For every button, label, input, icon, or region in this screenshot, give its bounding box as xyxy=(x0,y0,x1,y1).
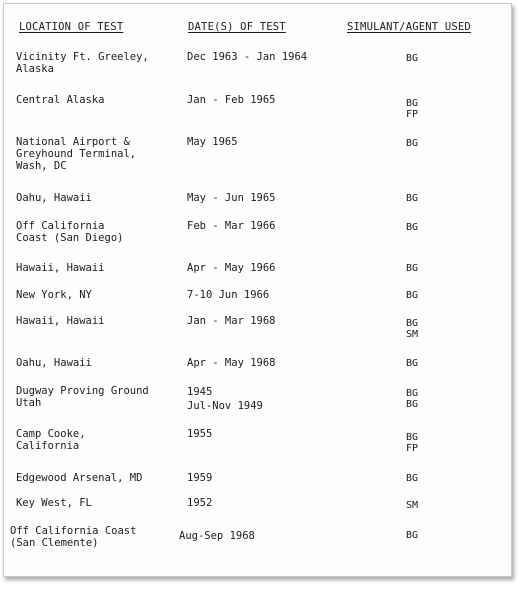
agent-cell: BG xyxy=(405,53,419,64)
dates-column-header: DATE(S) OF TEST xyxy=(188,21,286,33)
agent-column-header: SIMULANT/AGENT USED xyxy=(347,21,471,33)
agent-cell: SM xyxy=(405,500,419,511)
agent-cell: BG BG xyxy=(405,388,419,410)
agent-cell: BG xyxy=(405,358,419,369)
location-cell: Dugway Proving Ground Utah xyxy=(16,385,149,409)
location-column-header: LOCATION OF TEST xyxy=(19,21,124,33)
dates-cell: 1959 xyxy=(187,472,213,484)
location-cell: Edgewood Arsenal, MD xyxy=(16,472,143,484)
dates-cell: 1945 Jul-Nov 1949 xyxy=(187,386,263,412)
dates-cell: Apr - May 1966 xyxy=(187,262,276,274)
agent-cell: BG xyxy=(405,222,419,233)
agent-cell: BG xyxy=(405,193,419,204)
agent-cell: BG FP xyxy=(405,98,419,120)
document-page xyxy=(3,3,512,577)
location-cell: Oahu, Hawaii xyxy=(16,192,92,204)
dates-cell: Aug-Sep 1968 xyxy=(179,530,255,542)
dates-cell: 1952 xyxy=(187,497,213,509)
location-cell: Vicinity Ft. Greeley, Alaska xyxy=(16,51,149,75)
location-cell: Off California Coast (San Diego) xyxy=(16,220,124,244)
agent-cell: BG xyxy=(405,263,419,274)
agent-cell: BG xyxy=(405,530,419,541)
location-cell: Central Alaska xyxy=(16,94,105,106)
location-cell: Hawaii, Hawaii xyxy=(16,262,105,274)
dates-cell: Jan - Feb 1965 xyxy=(187,94,276,106)
location-cell: National Airport & Greyhound Terminal, Wash, DC xyxy=(16,136,137,172)
dates-cell: Jan - Mar 1968 xyxy=(187,315,276,327)
location-cell: Hawaii, Hawaii xyxy=(16,315,105,327)
agent-cell: BG xyxy=(405,138,419,149)
agent-cell: BG SM xyxy=(405,318,419,340)
dates-cell: 1955 xyxy=(187,428,213,440)
location-cell: Off California Coast (San Clemente) xyxy=(10,525,137,549)
dates-cell: May - Jun 1965 xyxy=(187,192,276,204)
dates-cell: May 1965 xyxy=(187,136,238,148)
agent-cell: BG xyxy=(405,290,419,301)
agent-cell: BG FP xyxy=(405,432,419,454)
dates-cell: Apr - May 1968 xyxy=(187,357,276,369)
dates-cell: Dec 1963 - Jan 1964 xyxy=(187,51,308,63)
location-cell: Key West, FL xyxy=(16,497,92,509)
dates-cell: Feb - Mar 1966 xyxy=(187,220,276,232)
agent-cell: BG xyxy=(405,473,419,484)
location-cell: Oahu, Hawaii xyxy=(16,357,92,369)
location-cell: Camp Cooke, California xyxy=(16,428,86,452)
dates-cell: 7-10 Jun 1966 xyxy=(187,289,270,301)
location-cell: New York, NY xyxy=(16,289,92,301)
